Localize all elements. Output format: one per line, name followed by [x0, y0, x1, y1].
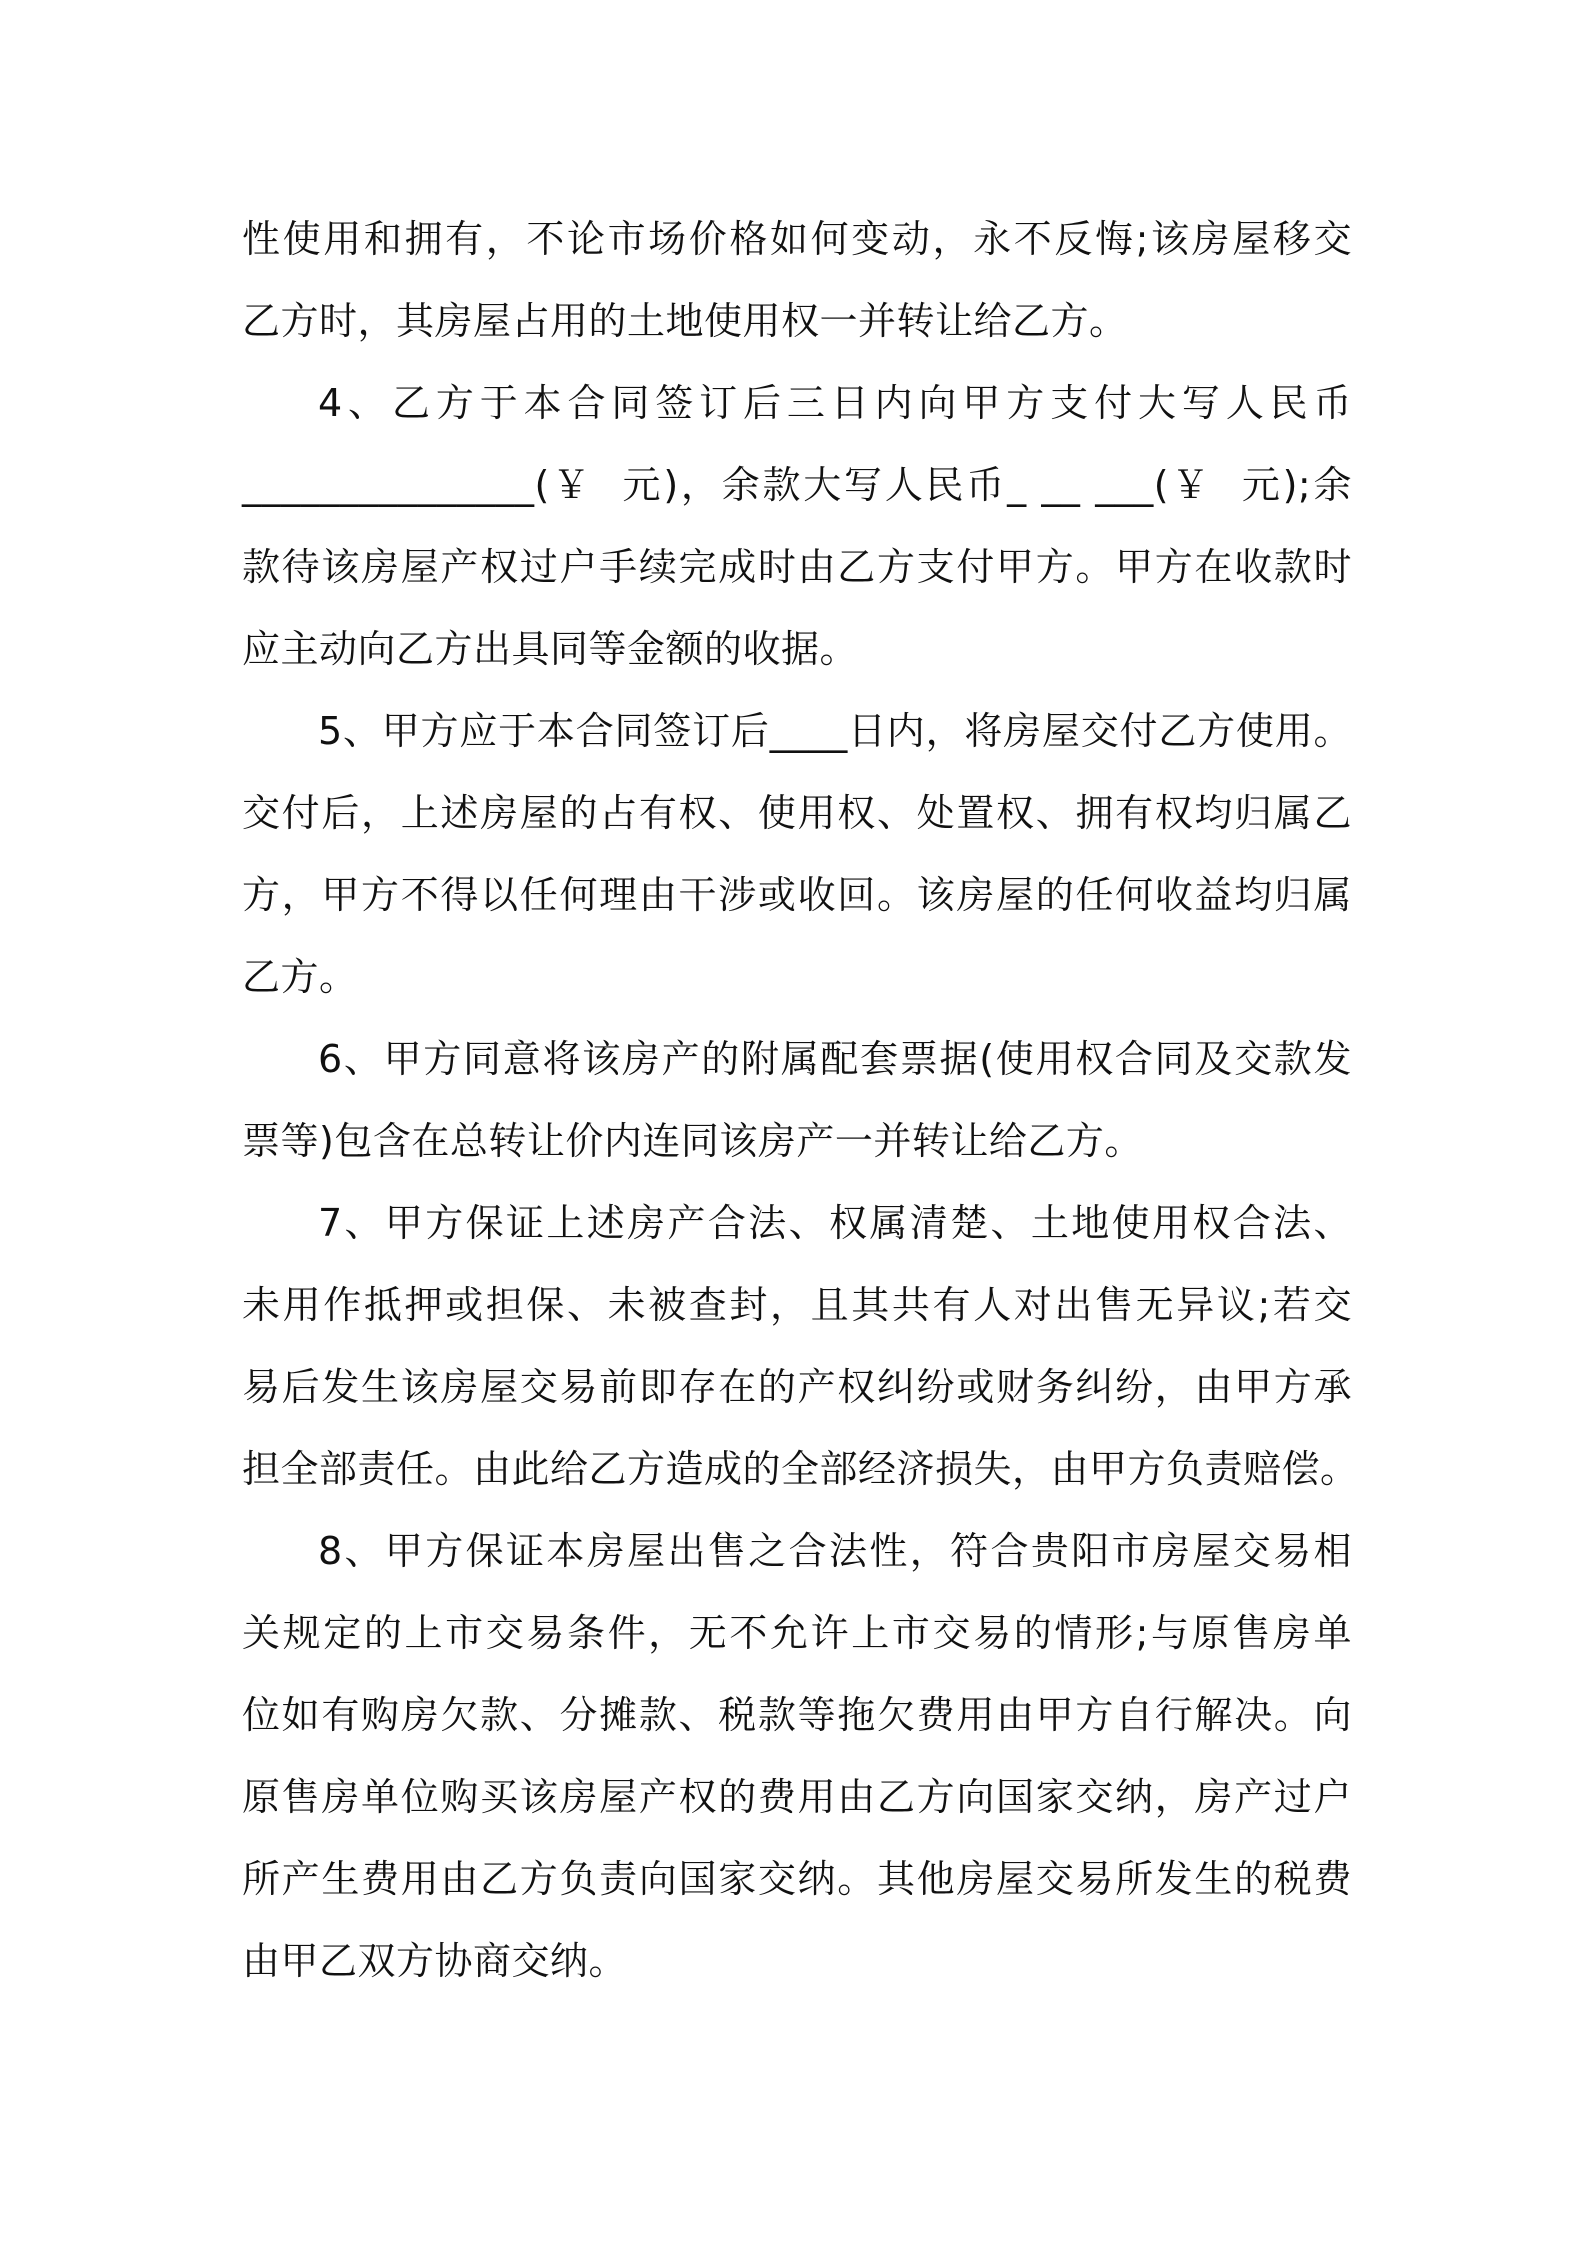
paragraph-line: 由甲乙双方协商交纳。	[242, 1939, 628, 1983]
paragraph-line: 7、甲方保证上述房产合法、权属清楚、土地使用权合法、	[318, 1201, 1352, 1245]
paragraph-line: 性使用和拥有，不论市场价格如何变动，永不反悔;该房屋移交	[242, 217, 1352, 261]
clause-6	[242, 1018, 1352, 1182]
paragraph-line: 8、甲方保证本房屋出售之合法性，符合贵阳市房屋交易相	[318, 1529, 1352, 1573]
paragraph-line: 担全部责任。由此给乙方造成的全部经济损失，由甲方负责赔偿。	[242, 1447, 1359, 1491]
paragraph-line: 乙方。	[242, 955, 358, 999]
clause-8	[242, 1510, 1352, 2002]
paragraph-continuation	[242, 198, 1352, 362]
paragraph-line: 5、甲方应于本合同签订后____日内，将房屋交付乙方使用。	[318, 709, 1352, 753]
paragraph-line: 4、乙方于本合同签订后三日内向甲方支付大写人民币	[318, 381, 1352, 425]
paragraph-line: 款待该房屋产权过户手续完成时由乙方支付甲方。甲方在收款时	[242, 545, 1352, 589]
clause-4	[242, 362, 1352, 690]
paragraph-line: _______________(￥ 元)，余款大写人民币_ __ ___(￥ 元);余	[242, 463, 1352, 507]
document-page	[242, 198, 1359, 2002]
paragraph-line: 原售房单位购买该房屋产权的费用由乙方向国家交纳，房产过户	[242, 1775, 1352, 1819]
paragraph-line: 乙方时，其房屋占用的土地使用权一并转让给乙方。	[242, 299, 1128, 343]
paragraph-line: 未用作抵押或担保、未被查封，且其共有人对出售无异议;若交	[242, 1283, 1352, 1327]
paragraph-line: 方，甲方不得以任何理由干涉或收回。该房屋的任何收益均归属	[242, 873, 1352, 917]
paragraph-line: 交付后，上述房屋的占有权、使用权、处置权、拥有权均归属乙	[242, 791, 1352, 835]
paragraph-line: 位如有购房欠款、分摊款、税款等拖欠费用由甲方自行解决。向	[242, 1693, 1352, 1737]
paragraph-line: 应主动向乙方出具同等金额的收据。	[242, 627, 859, 671]
paragraph-line: 6、甲方同意将该房产的附属配套票据(使用权合同及交款发	[318, 1037, 1352, 1081]
paragraph-line: 关规定的上市交易条件，无不允许上市交易的情形;与原售房单	[242, 1611, 1352, 1655]
paragraph-line: 易后发生该房屋交易前即存在的产权纠纷或财务纠纷，由甲方承	[242, 1365, 1352, 1409]
paragraph-line: 票等)包含在总转让价内连同该房产一并转让给乙方。	[242, 1119, 1143, 1163]
paragraph-line: 所产生费用由乙方负责向国家交纳。其他房屋交易所发生的税费	[242, 1857, 1352, 1901]
clause-5	[242, 690, 1352, 1018]
clause-7	[242, 1182, 1359, 1510]
